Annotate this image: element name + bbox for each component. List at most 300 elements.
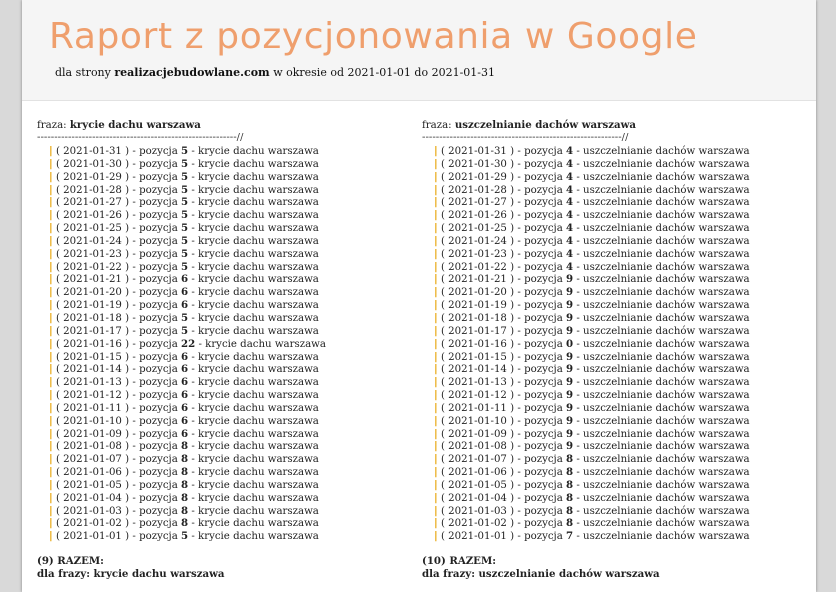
row-phrase: krycie dachu warszawa bbox=[198, 518, 319, 530]
ranking-row: | ( 2021-01-31 ) - pozycja 5 - krycie dachu warszawa bbox=[49, 145, 319, 157]
ranking-row: | ( 2021-01-09 ) - pozycja 6 - krycie dachu warszawa bbox=[49, 427, 319, 440]
row-marker: | bbox=[434, 478, 438, 491]
ranking-row: | ( 2021-01-25 ) - pozycja 4 - uszczelnianie dachów warszawa bbox=[434, 222, 750, 235]
row-position-label: pozycja bbox=[139, 287, 178, 299]
row-date: 2021-01-11 bbox=[63, 402, 122, 414]
row-phrase: uszczelnianie dachów warszawa bbox=[583, 415, 750, 427]
ranking-row: | ( 2021-01-19 ) - pozycja 9 - uszczelnianie dachów warszawa bbox=[434, 299, 750, 312]
subtitle-mid: w okresie od bbox=[273, 66, 344, 79]
row-phrase: krycie dachu warszawa bbox=[198, 364, 319, 376]
row-phrase: uszczelnianie dachów warszawa bbox=[583, 364, 750, 376]
summary-count: (10) bbox=[422, 555, 446, 568]
ranking-row: | ( 2021-01-20 ) - pozycja 6 - krycie dachu warszawa bbox=[49, 286, 319, 299]
row-date: 2021-01-31 bbox=[448, 146, 507, 157]
row-position-value: 8 bbox=[181, 478, 189, 491]
row-position-label: pozycja bbox=[139, 184, 178, 196]
ranking-row: | ( 2021-01-28 ) - pozycja 5 - krycie dachu warszawa bbox=[49, 183, 319, 196]
summary-phrase-label: dla frazy: bbox=[422, 568, 475, 581]
dashed-separator: ----------------------------------------------------------// bbox=[422, 133, 629, 143]
row-phrase: krycie dachu warszawa bbox=[198, 377, 319, 389]
row-position-value: 8 bbox=[566, 478, 574, 491]
row-phrase: krycie dachu warszawa bbox=[198, 415, 319, 427]
summary-total bbox=[37, 555, 407, 568]
ranking-row: | ( 2021-01-23 ) - pozycja 5 - krycie dachu warszawa bbox=[49, 247, 319, 260]
ranking-list bbox=[49, 145, 407, 543]
summary-total-label: RAZEM: bbox=[57, 555, 104, 568]
row-position-value: 6 bbox=[181, 376, 189, 389]
row-phrase: krycie dachu warszawa bbox=[198, 312, 319, 324]
row-marker: | bbox=[434, 299, 438, 312]
report-subtitle bbox=[55, 66, 495, 79]
row-date: 2021-01-05 bbox=[63, 479, 122, 491]
row-date: 2021-01-25 bbox=[448, 223, 507, 235]
row-marker: | bbox=[434, 491, 438, 504]
row-marker: | bbox=[49, 273, 53, 286]
row-date: 2021-01-30 bbox=[63, 158, 122, 170]
ranking-row: | ( 2021-01-29 ) - pozycja 4 - uszczelnianie dachów warszawa bbox=[434, 170, 750, 183]
row-marker: | bbox=[49, 491, 53, 504]
row-phrase: uszczelnianie dachów warszawa bbox=[583, 197, 750, 209]
row-phrase: uszczelnianie dachów warszawa bbox=[583, 428, 750, 440]
row-marker: | bbox=[49, 222, 53, 235]
row-position-value: 9 bbox=[566, 440, 574, 453]
row-date: 2021-01-20 bbox=[63, 287, 122, 299]
row-marker: | bbox=[434, 504, 438, 517]
row-position-value: 6 bbox=[181, 414, 189, 427]
row-date: 2021-01-12 bbox=[63, 390, 122, 402]
row-position-value: 5 bbox=[181, 209, 189, 222]
row-date: 2021-01-07 bbox=[448, 454, 507, 466]
row-date: 2021-01-02 bbox=[448, 518, 507, 530]
row-marker: | bbox=[434, 376, 438, 389]
phrase-column bbox=[37, 118, 407, 581]
row-marker: | bbox=[49, 247, 53, 260]
ranking-row: | ( 2021-01-29 ) - pozycja 5 - krycie dachu warszawa bbox=[49, 170, 319, 183]
row-position-value: 9 bbox=[566, 324, 574, 337]
ranking-row: | ( 2021-01-14 ) - pozycja 6 - krycie dachu warszawa bbox=[49, 363, 319, 376]
row-position-label: pozycja bbox=[524, 441, 563, 453]
row-position-value: 6 bbox=[181, 350, 189, 363]
row-position-label: pozycja bbox=[139, 492, 178, 504]
summary-block bbox=[37, 555, 407, 581]
ranking-row: | ( 2021-01-07 ) - pozycja 8 - krycie dachu warszawa bbox=[49, 453, 319, 466]
row-date: 2021-01-13 bbox=[63, 377, 122, 389]
row-date: 2021-01-08 bbox=[63, 441, 122, 453]
row-date: 2021-01-05 bbox=[448, 479, 507, 491]
ranking-row: | ( 2021-01-16 ) - pozycja 22 - krycie dachu warszawa bbox=[49, 337, 326, 350]
row-marker: | bbox=[434, 363, 438, 376]
row-date: 2021-01-24 bbox=[448, 235, 507, 247]
row-marker: | bbox=[434, 350, 438, 363]
row-marker: | bbox=[49, 401, 53, 414]
row-position-label: pozycja bbox=[524, 171, 563, 183]
row-position-value: 4 bbox=[566, 157, 574, 170]
row-position-label: pozycja bbox=[524, 146, 563, 157]
row-phrase: krycie dachu warszawa bbox=[198, 300, 319, 312]
row-position-value: 8 bbox=[181, 517, 189, 530]
row-position-label: pozycja bbox=[139, 402, 178, 414]
row-phrase: uszczelnianie dachów warszawa bbox=[583, 338, 750, 350]
row-position-label: pozycja bbox=[524, 300, 563, 312]
row-position-label: pozycja bbox=[139, 518, 178, 530]
row-date: 2021-01-18 bbox=[63, 312, 122, 324]
row-date: 2021-01-28 bbox=[448, 184, 507, 196]
row-position-value: 8 bbox=[566, 517, 574, 530]
row-position-label: pozycja bbox=[139, 146, 178, 157]
dashed-separator: ----------------------------------------------------------// bbox=[37, 133, 244, 143]
report-header bbox=[22, 0, 816, 101]
row-position-value: 5 bbox=[181, 324, 189, 337]
row-phrase: krycie dachu warszawa bbox=[198, 467, 319, 479]
ranking-row: | ( 2021-01-24 ) - pozycja 5 - krycie dachu warszawa bbox=[49, 234, 319, 247]
row-marker: | bbox=[49, 196, 53, 209]
ranking-row: | ( 2021-01-12 ) - pozycja 6 - krycie dachu warszawa bbox=[49, 389, 319, 402]
row-marker: | bbox=[434, 337, 438, 350]
row-phrase: uszczelnianie dachów warszawa bbox=[583, 325, 750, 337]
row-position-label: pozycja bbox=[524, 158, 563, 170]
row-phrase: uszczelnianie dachów warszawa bbox=[583, 467, 750, 479]
row-phrase: uszczelnianie dachów warszawa bbox=[583, 518, 750, 530]
row-date: 2021-01-14 bbox=[63, 364, 122, 376]
row-date: 2021-01-17 bbox=[448, 325, 507, 337]
ranking-row: | ( 2021-01-05 ) - pozycja 8 - uszczelnianie dachów warszawa bbox=[434, 478, 750, 491]
row-marker: | bbox=[49, 530, 53, 543]
row-marker: | bbox=[49, 145, 53, 157]
ranking-row: | ( 2021-01-28 ) - pozycja 4 - uszczelnianie dachów warszawa bbox=[434, 183, 750, 196]
ranking-row: | ( 2021-01-20 ) - pozycja 9 - uszczelnianie dachów warszawa bbox=[434, 286, 750, 299]
row-date: 2021-01-19 bbox=[448, 300, 507, 312]
ranking-row: | ( 2021-01-18 ) - pozycja 9 - uszczelnianie dachów warszawa bbox=[434, 311, 750, 324]
row-position-value: 4 bbox=[566, 260, 574, 273]
summary-phrase-value: krycie dachu warszawa bbox=[93, 568, 225, 581]
row-date: 2021-01-22 bbox=[63, 261, 122, 273]
ranking-row: | ( 2021-01-21 ) - pozycja 6 - krycie dachu warszawa bbox=[49, 273, 319, 286]
phrase-value: uszczelnianie dachów warszawa bbox=[454, 119, 636, 131]
row-marker: | bbox=[49, 389, 53, 402]
row-marker: | bbox=[49, 209, 53, 222]
row-position-value: 9 bbox=[566, 350, 574, 363]
row-position-label: pozycja bbox=[524, 415, 563, 427]
summary-phrase bbox=[37, 568, 407, 581]
row-position-value: 9 bbox=[566, 376, 574, 389]
row-position-value: 4 bbox=[566, 145, 574, 157]
date-from: 2021-01-01 bbox=[347, 66, 411, 79]
row-phrase: uszczelnianie dachów warszawa bbox=[583, 402, 750, 414]
row-position-value: 5 bbox=[181, 222, 189, 235]
row-date: 2021-01-15 bbox=[448, 351, 507, 363]
row-marker: | bbox=[49, 440, 53, 453]
row-position-value: 5 bbox=[181, 234, 189, 247]
row-marker: | bbox=[49, 453, 53, 466]
row-position-label: pozycja bbox=[139, 338, 178, 350]
row-position-value: 5 bbox=[181, 183, 189, 196]
row-position-value: 4 bbox=[566, 183, 574, 196]
row-date: 2021-01-29 bbox=[448, 171, 507, 183]
row-phrase: uszczelnianie dachów warszawa bbox=[583, 492, 750, 504]
row-phrase: krycie dachu warszawa bbox=[198, 223, 319, 235]
ranking-row: | ( 2021-01-08 ) - pozycja 9 - uszczelnianie dachów warszawa bbox=[434, 440, 750, 453]
row-date: 2021-01-18 bbox=[448, 312, 507, 324]
row-marker: | bbox=[434, 389, 438, 402]
row-phrase: krycie dachu warszawa bbox=[198, 531, 319, 543]
ranking-row: | ( 2021-01-22 ) - pozycja 5 - krycie dachu warszawa bbox=[49, 260, 319, 273]
row-marker: | bbox=[49, 478, 53, 491]
row-position-label: pozycja bbox=[139, 274, 178, 286]
ranking-row: | ( 2021-01-12 ) - pozycja 9 - uszczelnianie dachów warszawa bbox=[434, 389, 750, 402]
phrase-heading bbox=[37, 118, 407, 133]
row-position-label: pozycja bbox=[139, 248, 178, 260]
row-position-label: pozycja bbox=[524, 454, 563, 466]
row-phrase: uszczelnianie dachów warszawa bbox=[583, 158, 750, 170]
summary-phrase-label: dla frazy: bbox=[37, 568, 90, 581]
ranking-row: | ( 2021-01-15 ) - pozycja 9 - uszczelnianie dachów warszawa bbox=[434, 350, 750, 363]
site-name: realizacjebudowlane.com bbox=[114, 66, 270, 79]
ranking-row: | ( 2021-01-01 ) - pozycja 5 - krycie dachu warszawa bbox=[49, 530, 319, 543]
row-position-value: 7 bbox=[566, 530, 574, 543]
row-date: 2021-01-02 bbox=[63, 518, 122, 530]
row-position-label: pozycja bbox=[524, 338, 563, 350]
row-marker: | bbox=[434, 324, 438, 337]
row-position-label: pozycja bbox=[524, 312, 563, 324]
row-position-value: 9 bbox=[566, 363, 574, 376]
row-date: 2021-01-16 bbox=[63, 338, 122, 350]
row-phrase: uszczelnianie dachów warszawa bbox=[583, 210, 750, 222]
ranking-row: | ( 2021-01-07 ) - pozycja 8 - uszczelnianie dachów warszawa bbox=[434, 453, 750, 466]
row-position-value: 8 bbox=[181, 440, 189, 453]
row-phrase: uszczelnianie dachów warszawa bbox=[583, 287, 750, 299]
row-date: 2021-01-28 bbox=[63, 184, 122, 196]
row-phrase: uszczelnianie dachów warszawa bbox=[583, 223, 750, 235]
row-position-label: pozycja bbox=[139, 171, 178, 183]
row-position-label: pozycja bbox=[524, 377, 563, 389]
row-position-value: 8 bbox=[566, 504, 574, 517]
row-position-label: pozycja bbox=[139, 441, 178, 453]
ranking-row: | ( 2021-01-01 ) - pozycja 7 - uszczelnianie dachów warszawa bbox=[434, 530, 750, 543]
row-position-label: pozycja bbox=[524, 223, 563, 235]
row-marker: | bbox=[49, 299, 53, 312]
ranking-row: | ( 2021-01-19 ) - pozycja 6 - krycie dachu warszawa bbox=[49, 299, 319, 312]
ranking-row: | ( 2021-01-25 ) - pozycja 5 - krycie dachu warszawa bbox=[49, 222, 319, 235]
row-marker: | bbox=[434, 273, 438, 286]
row-position-value: 6 bbox=[181, 389, 189, 402]
ranking-row: | ( 2021-01-22 ) - pozycja 4 - uszczelnianie dachów warszawa bbox=[434, 260, 750, 273]
row-position-label: pozycja bbox=[524, 402, 563, 414]
row-position-label: pozycja bbox=[524, 325, 563, 337]
row-date: 2021-01-27 bbox=[448, 197, 507, 209]
phrase-value: krycie dachu warszawa bbox=[69, 119, 201, 131]
row-date: 2021-01-07 bbox=[63, 454, 122, 466]
row-phrase: krycie dachu warszawa bbox=[198, 505, 319, 517]
row-position-value: 5 bbox=[181, 145, 189, 157]
row-marker: | bbox=[434, 183, 438, 196]
row-position-label: pozycja bbox=[139, 325, 178, 337]
row-position-value: 0 bbox=[566, 337, 574, 350]
row-position-label: pozycja bbox=[139, 261, 178, 273]
row-position-value: 4 bbox=[566, 247, 574, 260]
row-position-value: 9 bbox=[566, 427, 574, 440]
row-position-value: 8 bbox=[566, 453, 574, 466]
ranking-row: | ( 2021-01-04 ) - pozycja 8 - krycie dachu warszawa bbox=[49, 491, 319, 504]
row-position-label: pozycja bbox=[524, 492, 563, 504]
row-phrase: krycie dachu warszawa bbox=[198, 479, 319, 491]
row-marker: | bbox=[49, 414, 53, 427]
row-phrase: uszczelnianie dachów warszawa bbox=[583, 146, 750, 157]
row-phrase: krycie dachu warszawa bbox=[198, 171, 319, 183]
summary-phrase-value: uszczelnianie dachów warszawa bbox=[478, 568, 660, 581]
ranking-row: | ( 2021-01-16 ) - pozycja 0 - uszczelnianie dachów warszawa bbox=[434, 337, 750, 350]
row-position-value: 4 bbox=[566, 196, 574, 209]
row-position-label: pozycja bbox=[139, 377, 178, 389]
row-marker: | bbox=[434, 157, 438, 170]
row-date: 2021-01-06 bbox=[448, 467, 507, 479]
row-marker: | bbox=[49, 504, 53, 517]
row-position-value: 5 bbox=[181, 157, 189, 170]
ranking-row: | ( 2021-01-18 ) - pozycja 5 - krycie dachu warszawa bbox=[49, 311, 319, 324]
row-position-value: 8 bbox=[181, 491, 189, 504]
row-phrase: uszczelnianie dachów warszawa bbox=[583, 261, 750, 273]
row-date: 2021-01-16 bbox=[448, 338, 507, 350]
row-date: 2021-01-29 bbox=[63, 171, 122, 183]
ranking-row: | ( 2021-01-30 ) - pozycja 4 - uszczelnianie dachów warszawa bbox=[434, 157, 750, 170]
row-position-value: 4 bbox=[566, 234, 574, 247]
row-position-label: pozycja bbox=[139, 467, 178, 479]
row-position-value: 5 bbox=[181, 311, 189, 324]
row-marker: | bbox=[49, 183, 53, 196]
phrase-label: fraza: bbox=[37, 120, 67, 131]
row-position-label: pozycja bbox=[139, 364, 178, 376]
row-phrase: uszczelnianie dachów warszawa bbox=[583, 274, 750, 286]
row-position-label: pozycja bbox=[524, 518, 563, 530]
row-marker: | bbox=[434, 401, 438, 414]
row-date: 2021-01-01 bbox=[63, 531, 122, 543]
row-marker: | bbox=[434, 427, 438, 440]
row-position-label: pozycja bbox=[139, 210, 178, 222]
row-date: 2021-01-01 bbox=[448, 531, 507, 543]
row-date: 2021-01-09 bbox=[63, 428, 122, 440]
row-position-value: 4 bbox=[566, 209, 574, 222]
row-marker: | bbox=[434, 466, 438, 479]
row-phrase: uszczelnianie dachów warszawa bbox=[583, 300, 750, 312]
row-marker: | bbox=[434, 260, 438, 273]
row-position-value: 9 bbox=[566, 414, 574, 427]
row-date: 2021-01-21 bbox=[448, 274, 507, 286]
ranking-row: | ( 2021-01-13 ) - pozycja 9 - uszczelnianie dachów warszawa bbox=[434, 376, 750, 389]
row-position-value: 6 bbox=[181, 299, 189, 312]
row-position-label: pozycja bbox=[139, 300, 178, 312]
row-marker: | bbox=[434, 170, 438, 183]
row-date: 2021-01-31 bbox=[63, 146, 122, 157]
summary-total-label: RAZEM: bbox=[449, 555, 496, 568]
row-phrase: uszczelnianie dachów warszawa bbox=[583, 312, 750, 324]
row-marker: | bbox=[434, 222, 438, 235]
row-marker: | bbox=[434, 517, 438, 530]
row-date: 2021-01-26 bbox=[63, 210, 122, 222]
ranking-row: | ( 2021-01-09 ) - pozycja 9 - uszczelnianie dachów warszawa bbox=[434, 427, 750, 440]
row-marker: | bbox=[49, 260, 53, 273]
row-phrase: uszczelnianie dachów warszawa bbox=[583, 441, 750, 453]
row-position-label: pozycja bbox=[524, 364, 563, 376]
summary-total bbox=[422, 555, 802, 568]
row-date: 2021-01-13 bbox=[448, 377, 507, 389]
summary-block bbox=[422, 555, 802, 581]
ranking-row: | ( 2021-01-11 ) - pozycja 9 - uszczelnianie dachów warszawa bbox=[434, 401, 750, 414]
row-phrase: krycie dachu warszawa bbox=[198, 235, 319, 247]
row-marker: | bbox=[434, 286, 438, 299]
row-date: 2021-01-03 bbox=[63, 505, 122, 517]
ranking-row: | ( 2021-01-23 ) - pozycja 4 - uszczelnianie dachów warszawa bbox=[434, 247, 750, 260]
row-position-value: 6 bbox=[181, 401, 189, 414]
row-date: 2021-01-04 bbox=[63, 492, 122, 504]
row-phrase: krycie dachu warszawa bbox=[198, 146, 319, 157]
ranking-row: | ( 2021-01-13 ) - pozycja 6 - krycie dachu warszawa bbox=[49, 376, 319, 389]
row-phrase: uszczelnianie dachów warszawa bbox=[583, 351, 750, 363]
row-position-value: 8 bbox=[566, 466, 574, 479]
row-marker: | bbox=[49, 376, 53, 389]
row-date: 2021-01-23 bbox=[448, 248, 507, 260]
row-marker: | bbox=[434, 196, 438, 209]
ranking-row: | ( 2021-01-08 ) - pozycja 8 - krycie dachu warszawa bbox=[49, 440, 319, 453]
row-phrase: uszczelnianie dachów warszawa bbox=[583, 377, 750, 389]
row-phrase: krycie dachu warszawa bbox=[198, 210, 319, 222]
row-date: 2021-01-14 bbox=[448, 364, 507, 376]
summary-count: (9) bbox=[37, 555, 54, 568]
row-phrase: uszczelnianie dachów warszawa bbox=[583, 235, 750, 247]
row-marker: | bbox=[49, 363, 53, 376]
row-phrase: uszczelnianie dachów warszawa bbox=[583, 531, 750, 543]
row-position-label: pozycja bbox=[524, 531, 563, 543]
ranking-row: | ( 2021-01-10 ) - pozycja 9 - uszczelnianie dachów warszawa bbox=[434, 414, 750, 427]
ranking-row: | ( 2021-01-02 ) - pozycja 8 - krycie dachu warszawa bbox=[49, 517, 319, 530]
row-position-value: 9 bbox=[566, 286, 574, 299]
row-position-label: pozycja bbox=[139, 312, 178, 324]
ranking-row: | ( 2021-01-05 ) - pozycja 8 - krycie dachu warszawa bbox=[49, 478, 319, 491]
row-position-label: pozycja bbox=[524, 210, 563, 222]
row-position-label: pozycja bbox=[139, 235, 178, 247]
row-phrase: krycie dachu warszawa bbox=[198, 158, 319, 170]
row-position-label: pozycja bbox=[524, 184, 563, 196]
row-position-value: 6 bbox=[181, 363, 189, 376]
row-date: 2021-01-19 bbox=[63, 300, 122, 312]
ranking-row: | ( 2021-01-06 ) - pozycja 8 - uszczelnianie dachów warszawa bbox=[434, 466, 750, 479]
row-position-value: 9 bbox=[566, 389, 574, 402]
row-date: 2021-01-06 bbox=[63, 467, 122, 479]
ranking-row: | ( 2021-01-30 ) - pozycja 5 - krycie dachu warszawa bbox=[49, 157, 319, 170]
row-marker: | bbox=[49, 427, 53, 440]
row-marker: | bbox=[434, 145, 438, 157]
row-position-label: pozycja bbox=[524, 235, 563, 247]
row-date: 2021-01-20 bbox=[448, 287, 507, 299]
row-phrase: krycie dachu warszawa bbox=[198, 492, 319, 504]
row-phrase: krycie dachu warszawa bbox=[198, 197, 319, 209]
ranking-row: | ( 2021-01-03 ) - pozycja 8 - krycie dachu warszawa bbox=[49, 504, 319, 517]
row-phrase: krycie dachu warszawa bbox=[198, 325, 319, 337]
ranking-row: | ( 2021-01-21 ) - pozycja 9 - uszczelnianie dachów warszawa bbox=[434, 273, 750, 286]
row-phrase: uszczelnianie dachów warszawa bbox=[583, 390, 750, 402]
row-phrase: uszczelnianie dachów warszawa bbox=[583, 171, 750, 183]
ranking-row: | ( 2021-01-15 ) - pozycja 6 - krycie dachu warszawa bbox=[49, 350, 319, 363]
row-phrase: uszczelnianie dachów warszawa bbox=[583, 479, 750, 491]
row-position-label: pozycja bbox=[139, 390, 178, 402]
ranking-list bbox=[434, 145, 802, 543]
row-date: 2021-01-22 bbox=[448, 261, 507, 273]
row-position-label: pozycja bbox=[524, 505, 563, 517]
row-position-label: pozycja bbox=[139, 531, 178, 543]
row-phrase: krycie dachu warszawa bbox=[198, 274, 319, 286]
ranking-row: | ( 2021-01-31 ) - pozycja 4 - uszczelnianie dachów warszawa bbox=[434, 145, 750, 157]
row-date: 2021-01-15 bbox=[63, 351, 122, 363]
row-position-value: 6 bbox=[181, 273, 189, 286]
row-marker: | bbox=[434, 311, 438, 324]
